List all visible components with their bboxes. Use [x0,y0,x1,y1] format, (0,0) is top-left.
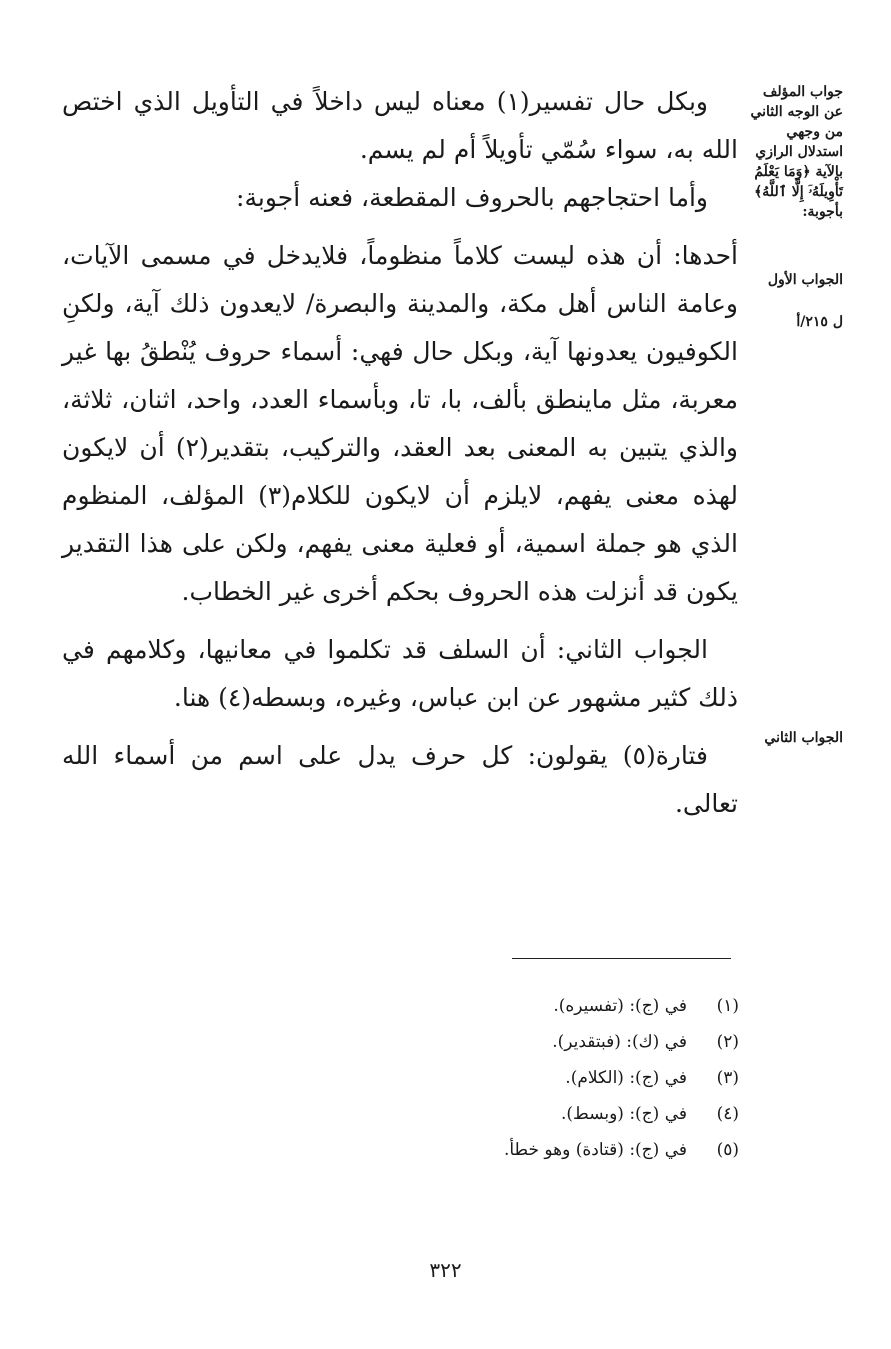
margin-note-manuscript-ref: ل ٢١٥/أ [796,314,843,330]
footnote-text: في (ك): (فبتقدير). [552,1032,687,1052]
footnote-item [319,1024,739,1060]
paragraph-5: فتارة(٥) يقولون: كل حرف يدل على اسم من أسماء الله تعالى. [62,741,738,818]
margin-note-first-answer: الجواب الأول [767,272,843,288]
main-text [62,78,738,828]
footnote-item [319,1132,739,1168]
page-number: ٣٢٢ [429,1258,462,1282]
footnote-item [319,988,739,1024]
footnote-text: في (ج): (قتادة) وهو خطأ. [503,1140,687,1160]
footnotes [319,988,739,1168]
paragraph-2: وأما احتجاجهم بالحروف المقطعة، فعنه أجوبة: [236,183,708,212]
footnote-number: (٤) [716,1104,739,1124]
footnote-separator [512,958,731,959]
footnote-text: في (ج): (الكلام). [565,1068,687,1088]
paragraph-3: أحدها: أن هذه ليست كلاماً منظوماً، فلايدخل في مسمى الآيات، وعامة الناس أهل مكة، والمدينة والبصرة/ لايعدون ذلك آية، ولكنِ الكوفيون يعدونها آية، وبكل حال فهي: أسماء حروف يُنْطقُ بها غير معربة، مثل ماينطق بألف، با، تا، وبأسماء العدد، واحد، اثنان، ثلاثة، والذي يتبين به المعنى بعد العقد، والتركيب، بتقدير(٢) أن لايكون لهذه معنى يفهم، لايلزم أن لايكون للكلام(٣) المؤلف، المنظوم الذي هو جملة اسمية، أو فعلية معنى يفهم، ولكن على هذا التقدير يكون قد أنزلت هذه الحروف بحكم أخرى غير الخطاب. [62,241,739,606]
footnote-text: في (ج): (وبسط). [561,1104,687,1124]
footnote-number: (٣) [716,1068,739,1088]
paragraph-4: الجواب الثاني: أن السلف قد تكلموا في معانيها، وكلامهم في ذلك كثير مشهور عن ابن عباس، وغيره، وبسطه(٤) هنا. [62,635,738,712]
footnote-item [319,1060,739,1096]
footnote-number: (٢) [716,1032,739,1052]
footnote-item [319,1096,739,1132]
footnote-number: (٥) [716,1140,739,1160]
footnote-number: (١) [716,996,739,1016]
footnote-text: في (ج): (تفسيره). [553,996,687,1016]
margin-note-author-answer: جواب المؤلف عن الوجه الثاني من وجهي استدلال الرازي بالآية ﴿وَمَا يَعْلَمُ تَأْوِيلَهُۥٓ إِلَّا ٱللَّهُ﴾ بأجوبة: [750,84,843,220]
paragraph-1: وبكل حال تفسير(١) معناه ليس داخلاً في التأويل الذي اختص الله به، سواء سُمّي تأويلاً أم لم يسم. [62,87,738,164]
margin-note-second-answer: الجواب الثاني [764,730,843,746]
